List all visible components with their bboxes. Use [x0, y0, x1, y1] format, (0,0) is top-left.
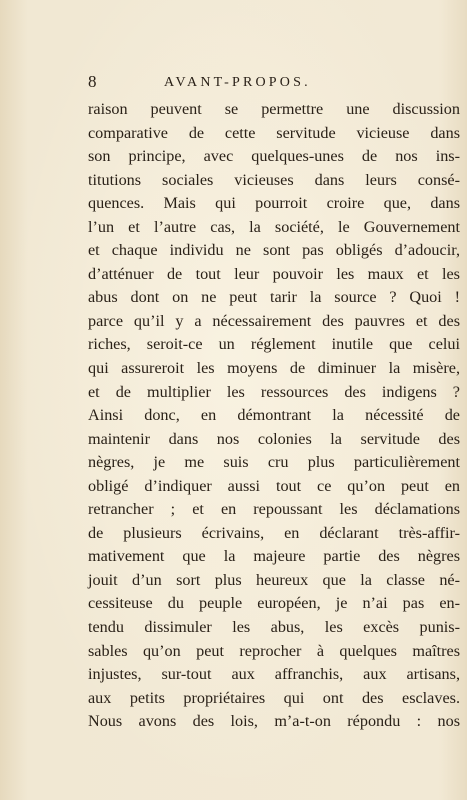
text-line: et de multiplier les ressources des indigens ? — [88, 382, 460, 401]
text-line: d’atténuer de tout leur pouvoir les maux et les — [88, 264, 460, 283]
page-number: 8 — [88, 72, 97, 91]
text-line: son principe, avec quelques-unes de nos ins- — [88, 147, 460, 166]
text-line: sables qu’on peut reprocher à quelques maîtres — [88, 641, 460, 660]
text-line: quences. Mais qui pourroit croire que, dans — [88, 194, 460, 213]
body-text — [88, 98, 460, 734]
text-line: qui assureroit les moyens de diminuer la misère, — [88, 359, 460, 378]
text-line: et chaque individu ne sont pas obligés d’adoucir, — [88, 241, 460, 260]
page-header — [88, 72, 388, 94]
text-line: obligé d’indiquer aussi tout ce qu’on peut en — [88, 476, 460, 495]
text-line: Ainsi donc, en démontrant la nécessité de — [88, 406, 460, 425]
running-head: AVANT-PROPOS. — [164, 75, 311, 90]
text-line: injustes, sur-tout aux affranchis, aux artisans, — [88, 665, 460, 684]
text-line: comparative de cette servitude vicieuse dans — [88, 123, 460, 142]
text-line: parce qu’il y a nécessairement des pauvres et des — [88, 311, 460, 330]
text-line: jouit d’un sort plus heureux que la classe né- — [88, 570, 460, 589]
text-line: raison peuvent se permettre une discussion — [88, 100, 460, 118]
text-line: titutions sociales vicieuses dans leurs consé- — [88, 170, 460, 189]
text-line: l’un et l’autre cas, la société, le Gouvernement — [88, 217, 460, 236]
text-line: cessiteuse du peuple européen, je n’ai pas en- — [88, 594, 460, 613]
text-line: retrancher ; et en repoussant les déclamations — [88, 500, 460, 519]
text-line: de plusieurs écrivains, en déclarant très-affir- — [88, 523, 460, 542]
text-line: riches, seroit-ce un réglement inutile que celui — [88, 335, 460, 354]
text-line: maintenir dans nos colonies la servitude des — [88, 429, 460, 448]
text-line: abus dont on ne peut tarir la source ? Quoi ! — [88, 288, 460, 307]
text-line: mativement que la majeure partie des nègres — [88, 547, 460, 566]
text-line: nègres, je me suis cru plus particulièrement — [88, 453, 460, 472]
text-line: tendu dissimuler les abus, les excès punis- — [88, 618, 460, 637]
text-line: Nous avons des lois, m’a-t-on répondu : nos — [88, 712, 460, 731]
text-line: aux petits propriétaires qui ont des esclaves. — [88, 688, 460, 707]
